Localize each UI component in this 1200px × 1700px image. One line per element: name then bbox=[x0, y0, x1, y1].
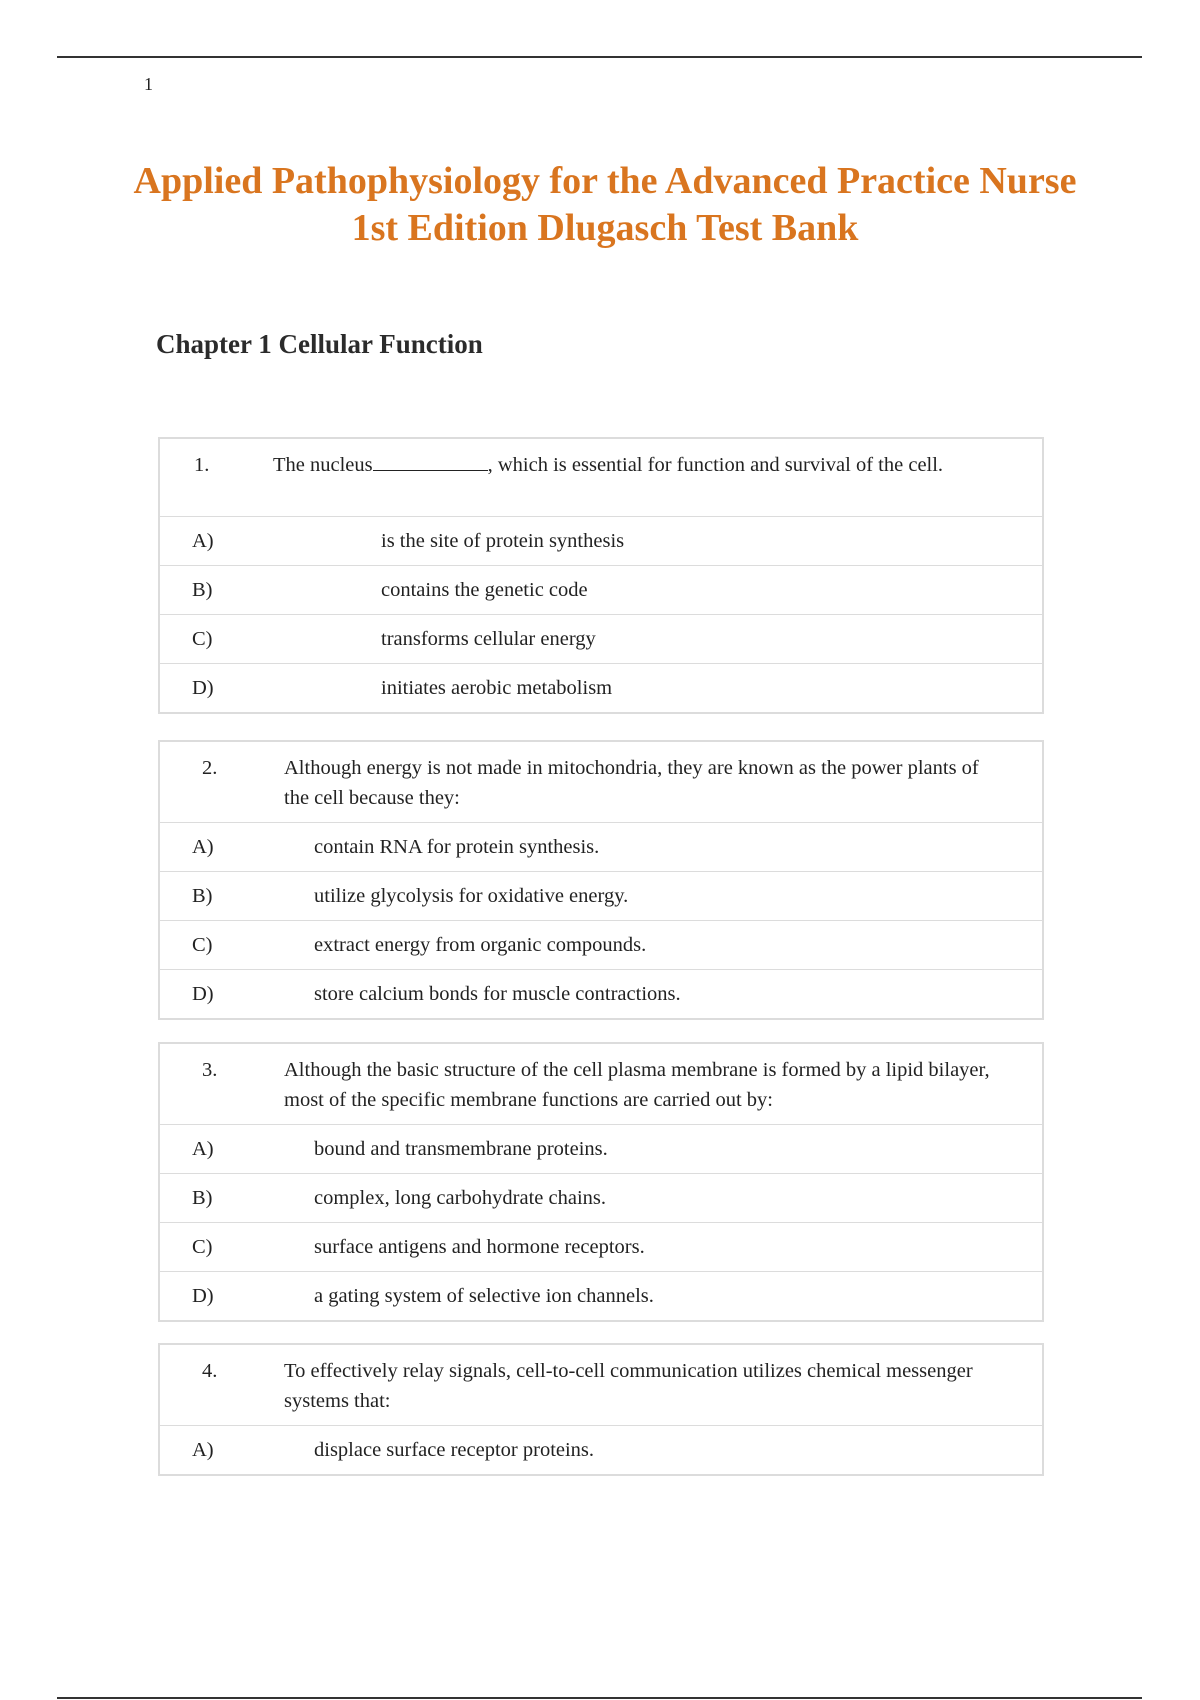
option-text: is the site of protein synthesis bbox=[381, 530, 625, 552]
option-letter: D) bbox=[192, 1285, 214, 1307]
bottom-rule bbox=[57, 1697, 1142, 1699]
option-text: utilize glycolysis for oxidative energy. bbox=[314, 885, 629, 907]
option-letter: A) bbox=[192, 1439, 214, 1461]
question-number: 4. bbox=[202, 1360, 218, 1382]
option-row bbox=[160, 1174, 1042, 1223]
question-3 bbox=[158, 1042, 1044, 1322]
option-text: bound and transmembrane proteins. bbox=[314, 1138, 608, 1160]
option-text: store calcium bonds for muscle contractions. bbox=[314, 983, 681, 1005]
option-row bbox=[160, 970, 1042, 1018]
option-text: initiates aerobic metabolism bbox=[381, 677, 613, 699]
stem-before-blank: The nucleus bbox=[273, 454, 373, 476]
option-letter: D) bbox=[192, 677, 214, 699]
question-number: 1. bbox=[194, 454, 210, 476]
question-2 bbox=[158, 740, 1044, 1020]
stem-after-blank: , which is essential for function and survival of the cell. bbox=[487, 454, 944, 476]
option-text: displace surface receptor proteins. bbox=[314, 1439, 595, 1461]
option-row bbox=[160, 517, 1042, 566]
document-title: Applied Pathophysiology for the Advanced Practice Nurse 1st Edition Dlugasch Test Bank bbox=[133, 160, 1077, 249]
question-stem bbox=[160, 1345, 1042, 1426]
question-text: To effectively relay signals, cell-to-cell communication utilizes chemical messenger systems that: bbox=[284, 1360, 973, 1412]
option-row bbox=[160, 872, 1042, 921]
option-row bbox=[160, 1426, 1042, 1474]
option-text: complex, long carbohydrate chains. bbox=[314, 1187, 607, 1209]
option-row bbox=[160, 566, 1042, 615]
option-row bbox=[160, 1125, 1042, 1174]
option-row bbox=[160, 1272, 1042, 1320]
option-letter: A) bbox=[192, 1138, 214, 1160]
option-text: transforms cellular energy bbox=[381, 628, 596, 650]
option-letter: B) bbox=[192, 579, 213, 601]
option-letter: C) bbox=[192, 1236, 213, 1258]
question-stem bbox=[160, 1044, 1042, 1125]
question-number: 3. bbox=[202, 1059, 218, 1081]
answer-blank bbox=[373, 452, 488, 471]
question-text bbox=[273, 450, 1042, 507]
question-4 bbox=[158, 1343, 1044, 1476]
question-1 bbox=[158, 437, 1044, 714]
option-text: a gating system of selective ion channels. bbox=[314, 1285, 654, 1307]
chapter-heading: Chapter 1 Cellular Function bbox=[156, 329, 483, 359]
option-text: contain RNA for protein synthesis. bbox=[314, 836, 600, 858]
option-text: surface antigens and hormone receptors. bbox=[314, 1236, 645, 1258]
option-letter: D) bbox=[192, 983, 214, 1005]
option-letter: B) bbox=[192, 885, 213, 907]
option-row bbox=[160, 664, 1042, 712]
question-number: 2. bbox=[202, 757, 218, 779]
question-text: Although the basic structure of the cell plasma membrane is formed by a lipid bilayer, most of the specific membrane functions are carried out by: bbox=[284, 1059, 990, 1111]
option-text: extract energy from organic compounds. bbox=[314, 934, 647, 956]
option-letter: C) bbox=[192, 934, 213, 956]
question-stem bbox=[160, 439, 1042, 517]
option-row bbox=[160, 1223, 1042, 1272]
question-stem bbox=[160, 742, 1042, 823]
option-text: contains the genetic code bbox=[381, 579, 588, 601]
option-row bbox=[160, 921, 1042, 970]
option-row bbox=[160, 615, 1042, 664]
option-letter: C) bbox=[192, 628, 213, 650]
question-text: Although energy is not made in mitochondria, they are known as the power plants of the cell because they: bbox=[284, 757, 979, 809]
top-rule bbox=[57, 56, 1142, 58]
option-row bbox=[160, 823, 1042, 872]
page-number: 1 bbox=[144, 74, 153, 94]
option-letter: B) bbox=[192, 1187, 213, 1209]
option-letter: A) bbox=[192, 530, 214, 552]
option-letter: A) bbox=[192, 836, 214, 858]
